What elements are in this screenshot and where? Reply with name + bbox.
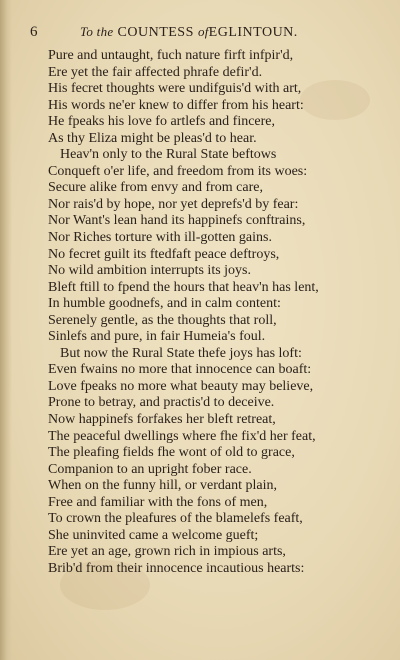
verse-line: Free and familiar with the fons of men,	[48, 494, 268, 510]
verse-line: Conqueft o'er life, and freedom from its woes:	[48, 163, 308, 179]
verse-line: The pleafing fields fhe wont of old to grace,	[48, 445, 295, 461]
verse-line: Prone to betray, and practis'd to deceive.	[48, 395, 275, 411]
verse-line: He fpeaks his love fo artlefs and fincere,	[48, 114, 276, 130]
verse-line: Now happinefs forfakes her bleft retreat,	[48, 412, 276, 428]
verse-line: But now the Rural State thefe joys has loft:	[60, 345, 302, 361]
verse-line: His fecret thoughts were undifguis'd with art,	[48, 81, 302, 97]
verse-line: As thy Eliza might be pleas'd to hear.	[48, 130, 257, 146]
verse-line: In humble goodnefs, and in calm content:	[48, 296, 281, 312]
verse-line: To crown the pleafures of the blamelefs feaft,	[48, 511, 303, 527]
verse-line: Companion to an upright fober race.	[48, 461, 252, 477]
verse-line: Serenely gentle, as the thoughts that roll,	[48, 312, 277, 328]
running-head-eglintoun: EGLINTOUN.	[208, 25, 298, 40]
poem-text	[48, 48, 378, 578]
verse-line: Brib'd from their innocence incautious hearts:	[48, 560, 305, 576]
verse-line: His words ne'er knew to differ from his heart:	[48, 97, 304, 113]
verse-line: Ere yet an age, grown rich in impious arts,	[48, 544, 286, 560]
verse-line: No wild ambition interrupts its joys.	[48, 263, 251, 279]
verse-line: Sinlefs and pure, in fair Humeia's foul.	[48, 329, 266, 345]
verse-line: She uninvited came a welcome gueft;	[48, 527, 259, 543]
verse-line: Nor Riches torture with ill-gotten gains.	[48, 230, 272, 246]
verse-line: Nor Want's lean hand its happinefs conftrains,	[48, 213, 306, 229]
page-number: 6	[30, 24, 38, 40]
verse-line: When on the funny hill, or verdant plain,	[48, 478, 277, 494]
running-head	[80, 24, 298, 41]
verse-line: Love fpeaks no more what beauty may believe,	[48, 378, 314, 394]
running-head-countess: COUNTESS	[117, 25, 194, 40]
running-head-prefix: To the	[80, 24, 114, 39]
verse-line: Secure alike from envy and from care,	[48, 180, 263, 196]
verse-line: Even fwains no more that innocence can boaft:	[48, 362, 312, 378]
verse-line: No fecret guilt its ftedfaft peace deftroys,	[48, 246, 280, 262]
verse-line: Bleft ftill to fpend the hours that heav'n has lent,	[48, 279, 319, 295]
verse-line: Nor rais'd by hope, nor yet deprefs'd by fear:	[48, 196, 299, 212]
verse-line: Ere yet the fair affected phrafe defir'd.	[48, 64, 263, 80]
verse-line: Heav'n only to the Rural State beftows	[60, 147, 277, 163]
page-gutter-shadow	[0, 0, 12, 660]
running-head-connector: of	[197, 24, 209, 39]
verse-line: Pure and untaught, fuch nature firft infpir'd,	[48, 48, 294, 63]
verse-line: The peaceful dwellings where fhe fix'd her feat,	[48, 428, 316, 444]
page-header	[30, 24, 360, 46]
